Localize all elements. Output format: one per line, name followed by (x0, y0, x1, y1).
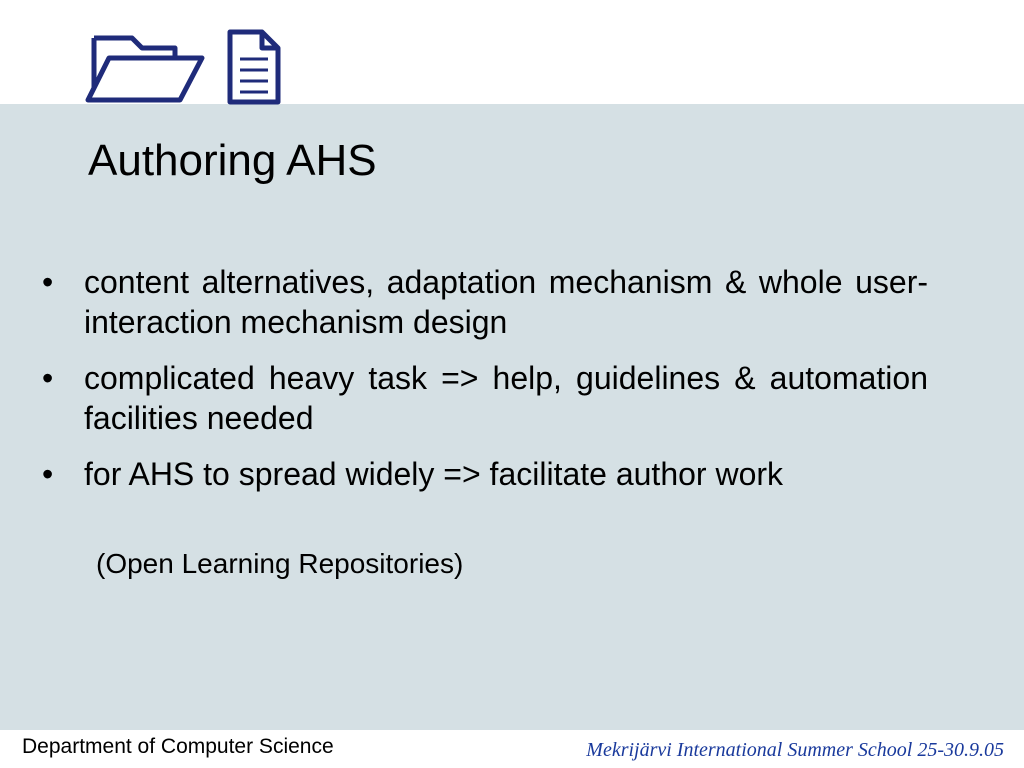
slide-title: Authoring AHS (88, 136, 377, 185)
bullet-marker: • (42, 456, 54, 492)
bullet-marker: • (42, 264, 54, 300)
bullet-text: content alternatives, adaptation mechanism & whole user-interaction mechanism design (84, 264, 928, 340)
bullet-item (42, 358, 928, 438)
bullet-item (42, 454, 928, 494)
folder-icon (84, 30, 210, 106)
event-footer: Mekrijärvi International Summer School 25-30.9.05 (586, 739, 1004, 761)
bullet-text: for AHS to spread widely => facilitate author work (84, 456, 784, 492)
bullet-text: complicated heavy task => help, guidelines & automation facilities needed (84, 360, 928, 436)
bullet-item (42, 262, 928, 342)
bullet-list (42, 262, 928, 510)
repository-note: (Open Learning Repositories) (96, 548, 464, 579)
department-footer: Department of Computer Science (22, 735, 334, 758)
bullet-marker: • (42, 360, 54, 396)
document-icon (222, 28, 284, 106)
